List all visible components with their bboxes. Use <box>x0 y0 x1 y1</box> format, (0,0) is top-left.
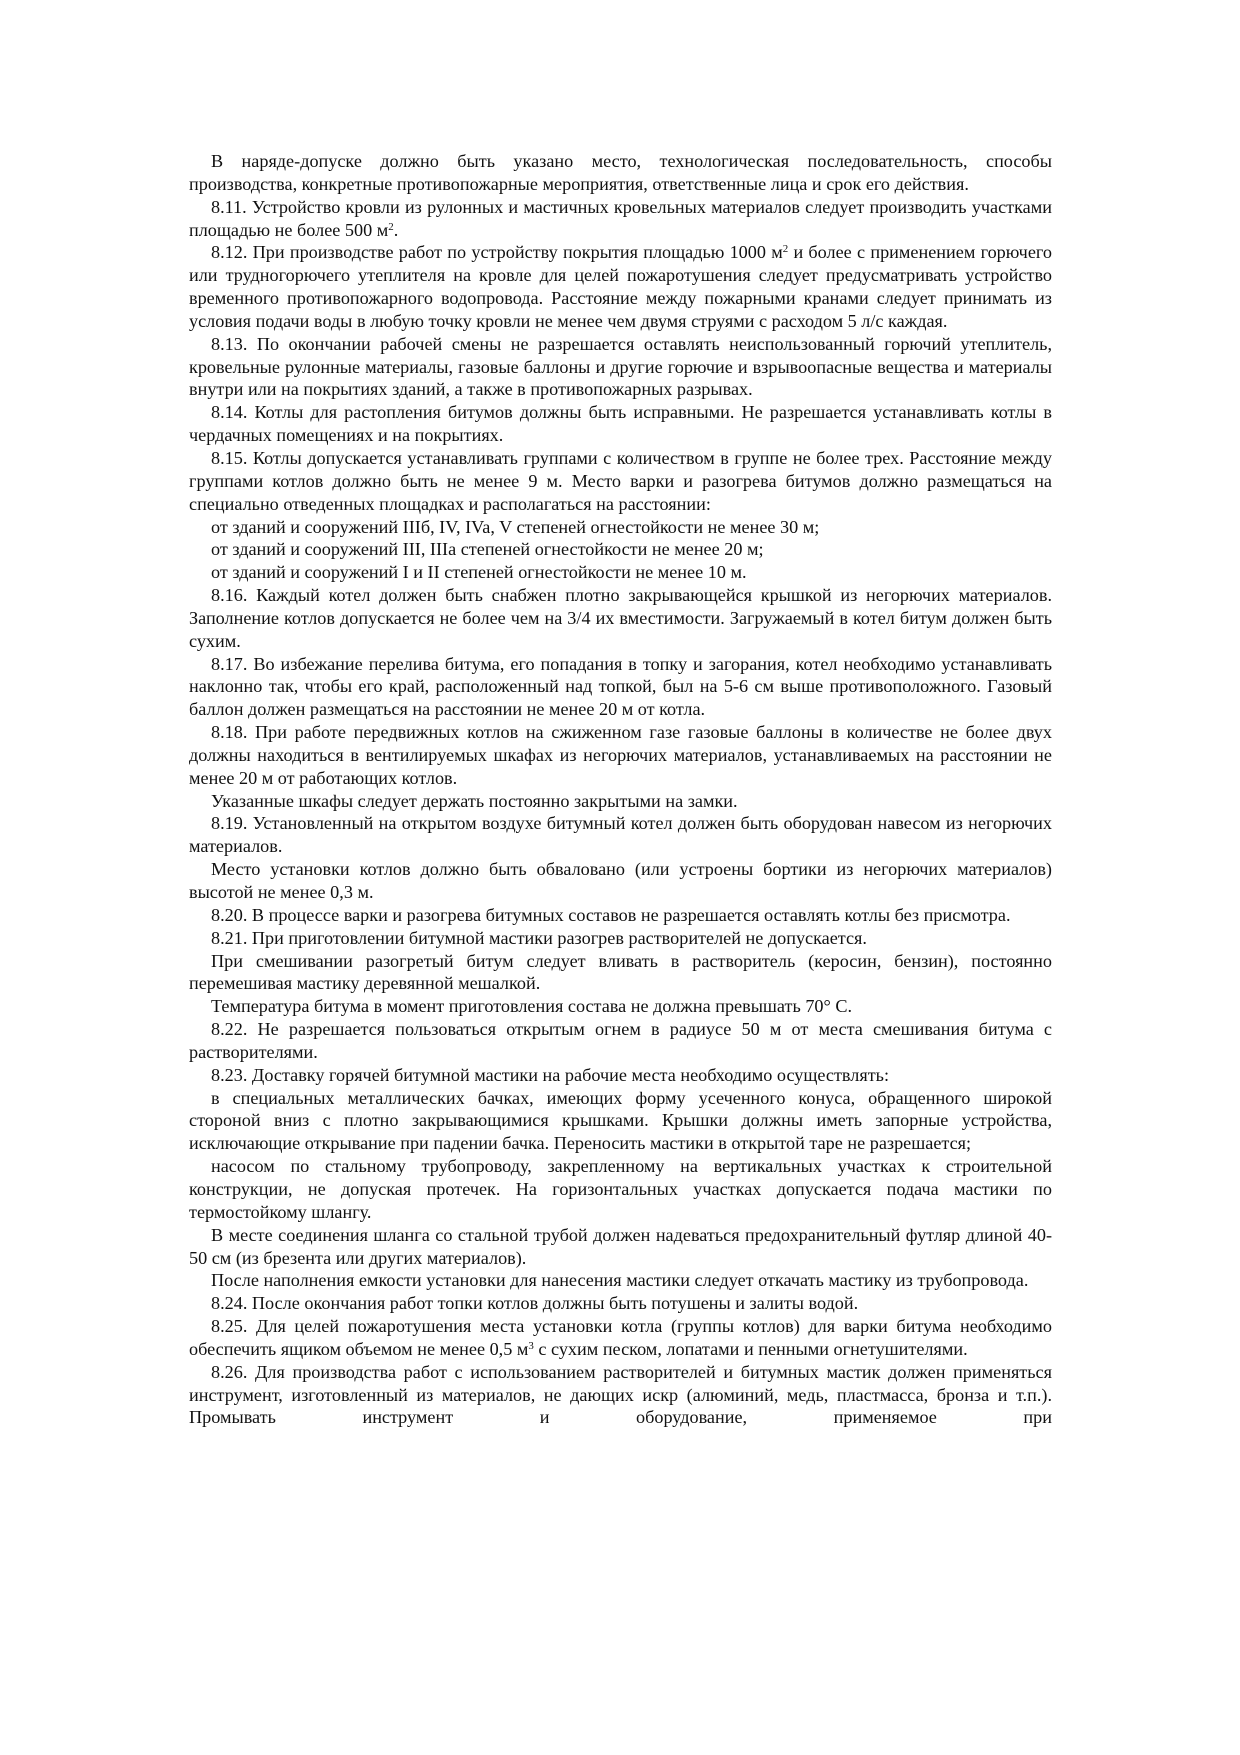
superscript: 2 <box>782 243 789 256</box>
paragraph: В наряде-допуске должно быть указано место, технологическая последовательность, способы производства, конкретные противопожарные мероприятия, ответственные лица и срок его действия. <box>189 151 1052 194</box>
paragraph-8-14: 8.14. Котлы для растопления битумов должны быть исправными. Не разрешается устанавливать котлы в чердачных помещениях и на покрытиях. <box>189 402 1052 446</box>
paragraph-8-26: 8.26. Для производства работ с использованием растворителей и битумных мастик должен применяться инструмент, изготовленный из материалов, не дающих искр (алюминий, медь, пластмасса, бронза и т.п.). Промывать инструмент и оборудование, применяемое при <box>189 1361 1052 1428</box>
paragraph: Место установки котлов должно быть обваловано (или устроены бортики из негорючих материалов) высотой не менее 0,3 м. <box>189 859 1052 902</box>
paragraph: В месте соединения шланга со стальной трубой должен надеваться предохранительный футляр длиной 40-50 см (из брезента или других материалов). <box>189 1224 1052 1268</box>
paragraph-8-20: 8.20. В процессе варки и разогрева битумных составов не разрешается оставлять котлы без присмотра. <box>211 904 1011 925</box>
list-item-delivery-pump: насосом по стальному трубопроводу, закрепленному на вертикальных участках к строительной конструкции, не допуская протечек. На горизонтальных участках допускается подача мастики по термостойкому шлангу. <box>189 1156 1052 1222</box>
paragraph: Температура битума в момент приготовления состава не должна превышать 70° С. <box>211 996 853 1017</box>
superscript: 2 <box>388 220 394 233</box>
paragraph-8-16: 8.16. Каждый котел должен быть снабжен плотно закрывающейся крышкой из негорючих материалов. Заполнение котлов допускается не более чем на 3/4 их вместимости. Загружаемый в котел битум должен быть сухим. <box>189 585 1052 651</box>
paragraph: При смешивании разогретый битум следует вливать в растворитель (керосин, бензин), постоянно перемешивая мастику деревянной мешалкой. <box>189 950 1052 994</box>
paragraph-8-25: 8.25. Для целей пожаротушения места установки котла (группы котлов) для варки битума необходимо обеспечить ящиком объемом не менее 0,5 $м^3$ с сухим песком, лопатами и пенными огнетушителями. <box>189 1316 1052 1359</box>
paragraph-8-18: 8.18. При работе передвижных котлов на сжиженном газе газовые баллоны в количестве не более двух должны находиться в вентилируемых шкафах из негорючих материалов, устанавливаемых на расстоянии не менее 20 м от работающих котлов. <box>189 722 1052 788</box>
paragraph-8-15: 8.15. Котлы допускается устанавливать группами с количеством в группе не более трех. Расстояние между группами котлов должно быть не менее 9 м. Место варки и разогрева битумов должно размещаться на специально отведенных площадках и располагаться на расстоянии: <box>189 447 1052 514</box>
list-item-distance-30m: от зданий и сооружений IIIб, IV, IVa, V степеней огнестойкости не менее 30 м; <box>211 516 820 537</box>
paragraph-8-19: 8.19. Установленный на открытом воздухе битумный котел должен быть оборудован навесом из негорючих материалов. <box>189 813 1052 857</box>
paragraph-8-12: 8.12. При производстве работ по устройству покрытия площадью 1000 $м^2$ и более с применением горючего или трудногорючего утеплителя на кровле для целей пожаротушения следует предусматривать устройство временного противопожарного водопровода. Расстояние между пожарными кранами следует принимать из условия подачи воды в любую точку кровли не менее чем двумя струями с расходом 5 л/с каждая. <box>189 242 1052 331</box>
paragraph-8-13: 8.13. По окончании рабочей смены не разрешается оставлять неиспользованный горючий утеплитель, кровельные рулонные материалы, газовые баллоны и другие горючие и взрывоопасные вещества и материалы внутри или на покрытиях зданий, а также в противопожарных разрывах. <box>189 333 1052 400</box>
paragraph: После наполнения емкости установки для нанесения мастики следует откачать мастику из трубопровода. <box>211 1270 1029 1291</box>
paragraph-8-23: 8.23. Доставку горячей битумной мастики на рабочие места необходимо осуществлять: <box>211 1064 890 1085</box>
paragraph-8-11: 8.11. Устройство кровли из рулонных и мастичных кровельных материалов следует производить участками площадью не более 500 $м^2$. <box>189 196 1052 240</box>
paragraph-8-17: 8.17. Во избежание перелива битума, его попадания в топку и загорания, котел необходимо устанавливать наклонно так, чтобы его край, расположенный над топкой, был на 5-6 см выше противоположного. Газовый баллон должен размещаться на расстоянии не менее 20 м от котла. <box>189 653 1052 720</box>
paragraph-8-24: 8.24. После окончания работ топки котлов должны быть потушены и залиты водой. <box>211 1293 859 1314</box>
superscript: 3 <box>528 1339 534 1352</box>
paragraph-8-22: 8.22. Не разрешается пользоваться открытым огнем в радиусе 50 м от места смешивания битума с растворителями. <box>189 1019 1052 1062</box>
list-item-delivery-buckets: в специальных металлических бачках, имеющих форму усеченного конуса, обращенного широкой стороной вниз с плотно закрывающимися крышками. Крышки должны иметь запорные устройства, исключающие открывание при падении бачка. Переносить мастики в открытой таре не разрешается; <box>189 1087 1052 1154</box>
list-item-distance-20m: от зданий и сооружений III, IIIa степеней огнестойкости не менее 20 м; <box>211 539 764 560</box>
document-body <box>189 150 1052 1429</box>
paragraph-8-21: 8.21. При приготовлении битумной мастики разогрев растворителей не допускается. <box>211 927 867 948</box>
list-item-distance-10m: от зданий и сооружений I и II степеней огнестойкости не менее 10 м. <box>211 562 747 583</box>
paragraph: Указанные шкафы следует держать постоянно закрытыми на замки. <box>211 790 738 811</box>
